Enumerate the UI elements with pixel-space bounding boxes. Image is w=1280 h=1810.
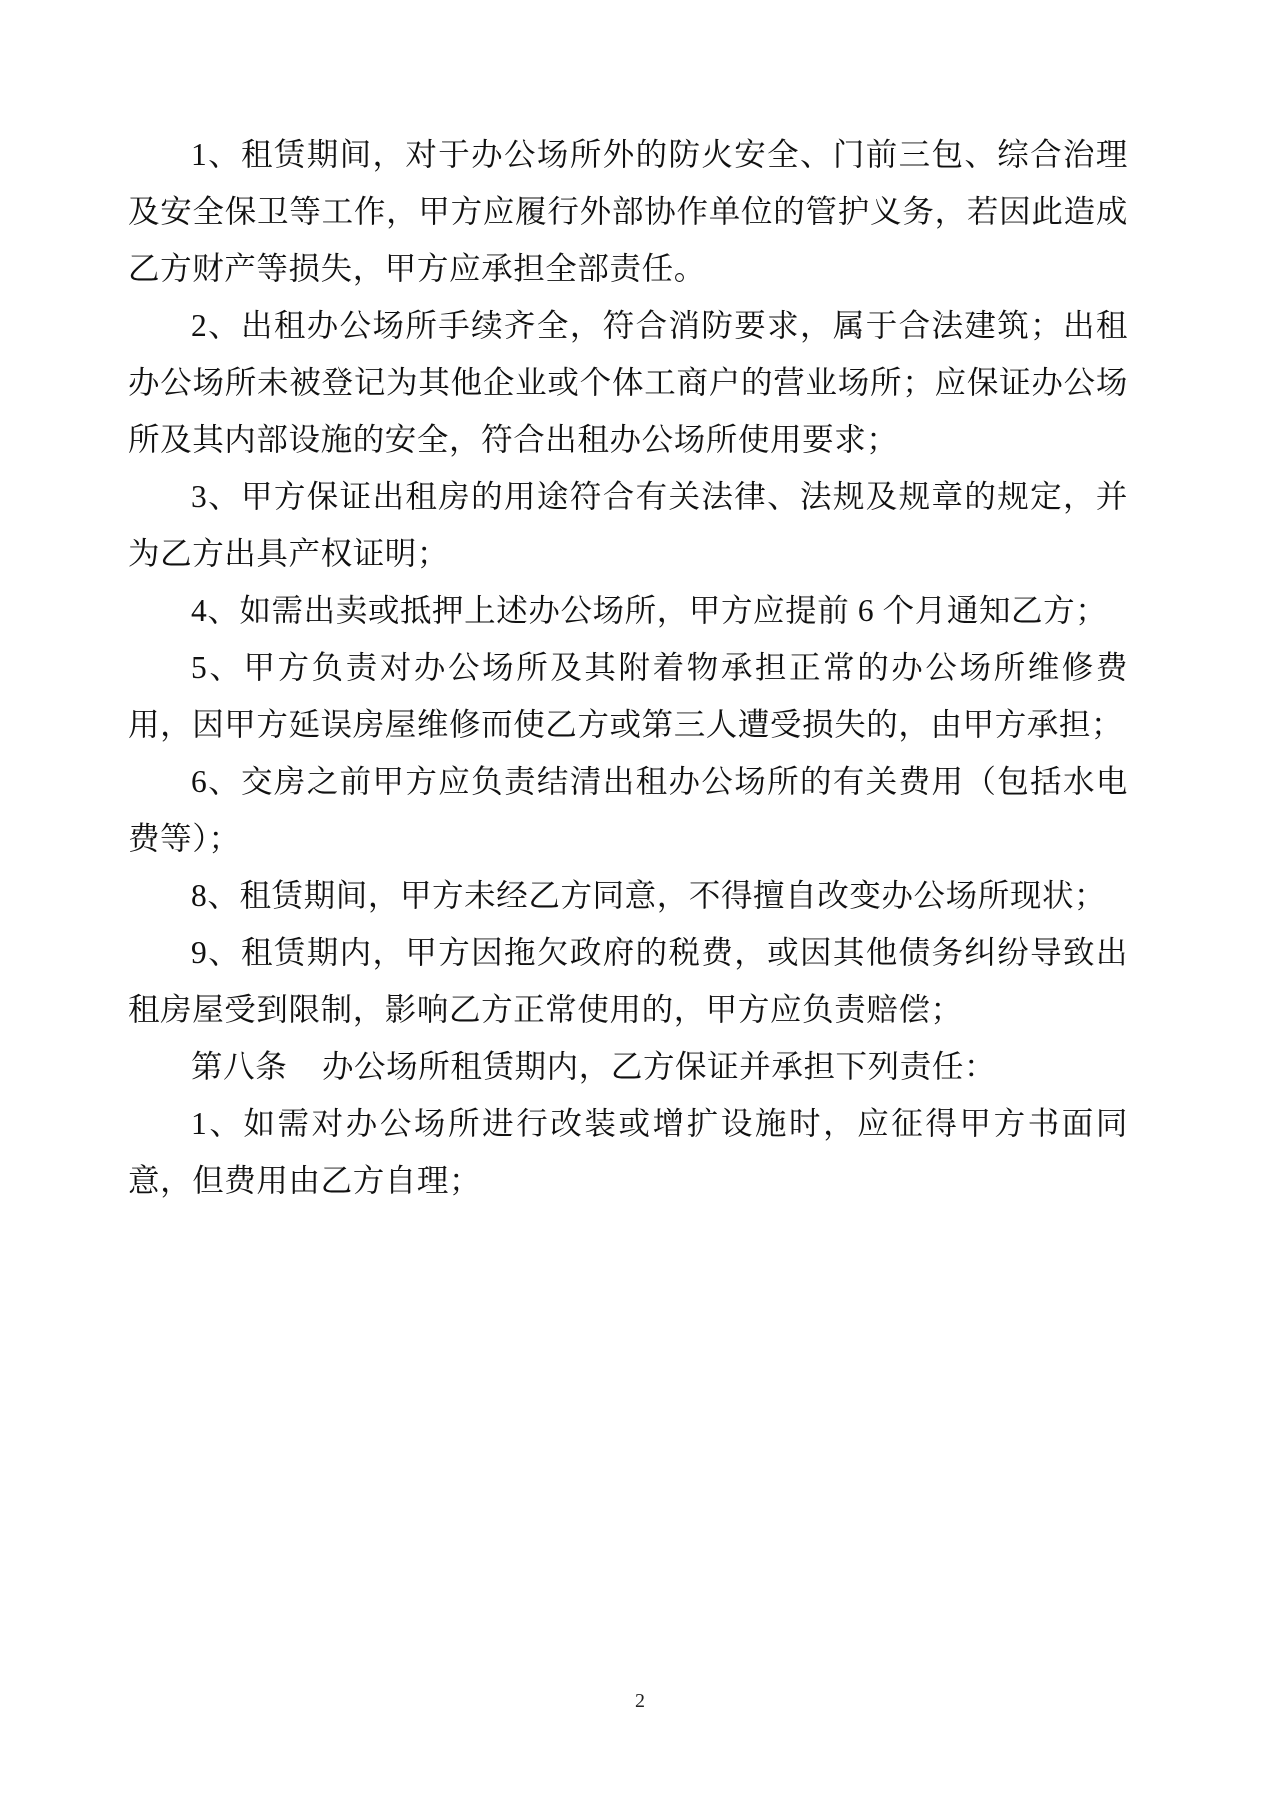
clause-item-paragraph: 2、出租办公场所手续齐全，符合消防要求，属于合法建筑；出租办公场所未被登记为其他企业或个体工商户的营业场所；应保证办公场所及其内部设施的安全，符合出租办公场所使用要求； [128, 308, 1128, 457]
article-heading-text: 办公场所租赁期内，乙方保证并承担下列责任： [321, 1049, 997, 1084]
clause-item-paragraph: 3、甲方保证出租房的用途符合有关法律、法规及规章的规定，并为乙方出具产权证明； [128, 479, 1128, 571]
clause-item-paragraph: 6、交房之前甲方应负责结清出租办公场所的有关费用（包括水电费等）； [128, 764, 1128, 856]
clause-item-paragraph: 8、租赁期间，甲方未经乙方同意，不得擅自改变办公场所现状； [191, 878, 1107, 913]
page-number: 2 [635, 1690, 645, 1712]
clause-item-paragraph: 9、租赁期内，甲方因拖欠政府的税费，或因其他债务纠纷导致出租房屋受到限制，影响乙方正常使用的，甲方应负责赔偿； [128, 935, 1128, 1027]
clause-item-paragraph: 4、如需出卖或抵押上述办公场所，甲方应提前 6 个月通知乙方； [191, 593, 1108, 628]
article-heading-paragraph [128, 1038, 1128, 1095]
clause-item-paragraph: 5、甲方负责对办公场所及其附着物承担正常的办公场所维修费用，因甲方延误房屋维修而使乙方或第三人遭受损失的，由甲方承担； [128, 650, 1128, 742]
clause-item-paragraph: 1、租赁期间，对于办公场所外的防火安全、门前三包、综合治理及安全保卫等工作，甲方应履行外部协作单位的管护义务，若因此造成乙方财产等损失，甲方应承担全部责任。 [128, 137, 1128, 286]
article-heading-label: 第八条 [191, 1049, 288, 1084]
clause-item-paragraph: 1、如需对办公场所进行改装或增扩设施时，应征得甲方书面同意，但费用由乙方自理； [128, 1106, 1128, 1198]
document-body [128, 126, 1128, 1209]
